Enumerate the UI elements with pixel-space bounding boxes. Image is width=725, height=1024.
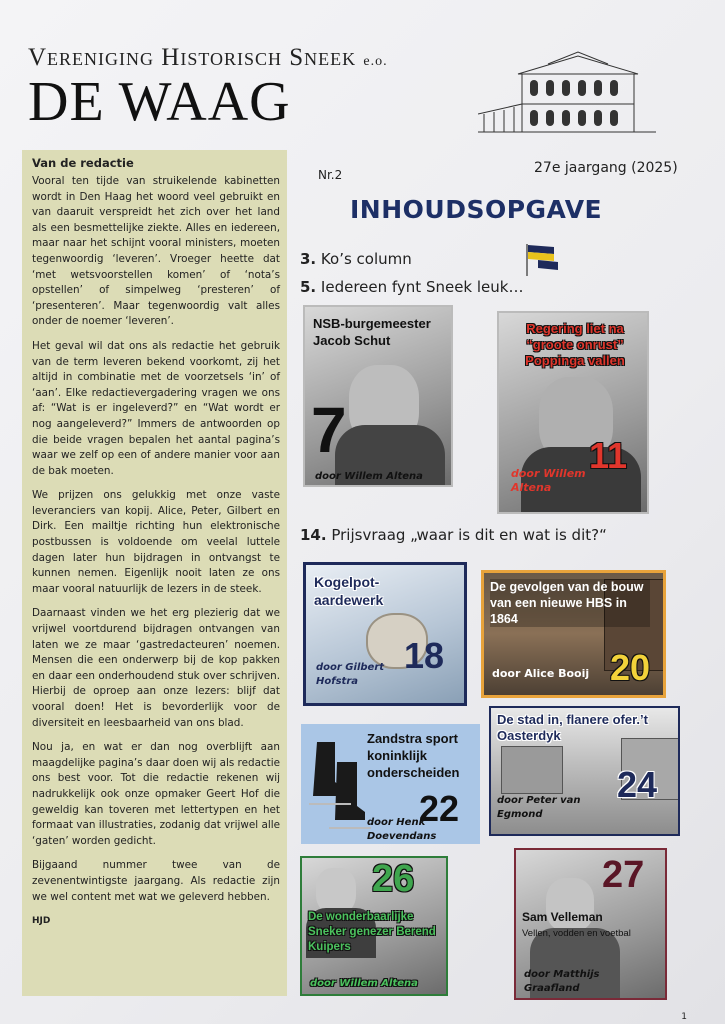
- article-title: De stad in, flanere ofer.’t Oasterdyk: [497, 712, 648, 743]
- flag-icon: [524, 242, 560, 276]
- masthead-society: [28, 44, 388, 72]
- article-title: Sam Velleman: [522, 910, 603, 924]
- article-card[interactable]: [514, 848, 667, 1000]
- issue-number: Nr.2: [318, 168, 343, 182]
- article-author: door Willem Altena: [310, 978, 418, 989]
- editorial-signature: HJD: [32, 916, 51, 927]
- article-page-number: 11: [589, 435, 628, 476]
- editorial-body: [32, 174, 280, 930]
- article-page-number: 18: [404, 635, 445, 676]
- article-card[interactable]: [303, 305, 453, 487]
- toc-entry-page: 14.: [300, 526, 327, 544]
- article-page-number: 26: [372, 858, 415, 900]
- article-author: door Matthijs Graafland: [524, 969, 600, 994]
- article-card[interactable]: [497, 311, 649, 514]
- toc-entry-title: Prijsvraag „waar is dit en wat is dit?“: [331, 526, 607, 544]
- article-card[interactable]: [303, 562, 467, 706]
- article-subtitle: Vellen, vodden en voetbal: [522, 928, 631, 939]
- article-card[interactable]: [489, 706, 680, 836]
- article-page-number: 20: [610, 647, 651, 688]
- toc-entry: [300, 250, 412, 268]
- editorial-paragraph: We prijzen ons gelukkig met onze vaste leveranciers van kopij. Alice, Peter, Gilbert en Dirk. Een mailtje richting hun elektronische postbussen is voldoende om veelal luttele dagen later hun bijdragen in ontvangst te kunnen nemen. Eigenlijk nooit laten ze ons maar vooral natuurlijk de lezers in de steek.: [32, 489, 280, 595]
- article-author: door Willem Altena: [511, 467, 586, 494]
- article-author: door Gilbert Hofstra: [316, 662, 385, 687]
- society-suffix: e.o.: [363, 54, 388, 69]
- editorial-paragraph: Het geval wil dat ons als redactie het gebruik van de term leveren bekend voorkomt, zij het altijd in combinatie met de voorzetsels ‘in’ of ‘aan’. Elke redactievergadering vragen we ons af: “Wat is er ingeleverd?” en “Wat wordt er nog aangeleverd?” Immers de antwoorden op die beide vragen bepalen het aantal pagina’s waar we zelf op een of andere manier voor aan de bak moeten.: [32, 339, 280, 477]
- article-page-number: 22: [419, 788, 460, 829]
- article-title: NSB-burgemeester Jacob Schut: [313, 316, 431, 348]
- issue-volume: 27e jaargang (2025): [534, 160, 678, 176]
- toc-title: INHOUDSOPGAVE: [350, 195, 603, 224]
- article-title: Kogelpot-aardewerk: [314, 574, 384, 608]
- editorial-heading: Van de redactie: [32, 156, 134, 170]
- article-title: Zandstra sport koninklijk onderscheiden: [367, 731, 460, 780]
- article-card[interactable]: [481, 570, 666, 698]
- editorial-paragraph: Nou ja, en wat er dan nog overblijft aan maagdelijke pagina’s daar doen wij als redactie ons best voor. Tot die redactie rekenen wij nadrukkelijk ook onze opmaker Geert Hof die geweldig kan toveren met lettertypen en het formaat van illustraties, zodanig dat vrijwel alle ‘gaten’ worden gedicht.: [32, 741, 281, 847]
- article-author: door Willem Altena: [315, 471, 423, 482]
- editorial-paragraph: Daarnaast vinden we het erg plezierig dat we vrijwel voortdurend bijdragen ontvangen van laten we ze maar ‘gastredacteuren’ noemen. Mensen die een onderwerp bij de kop pakken en daar een onderhoudend stuk over schrijven. Hierbij de oproep aan onze lezers: blijf dat vooral doen! Het is bevorderlijk voor de diversiteit en leesbaarheid van ons blad.: [32, 607, 280, 729]
- editorial-paragraph: Bijgaand nummer twee van de zevenentwintigste jaargang. Als redactie zijn we wel content met wat we geleverd hebben.: [32, 859, 280, 903]
- page-number: 1: [681, 1012, 687, 1022]
- article-title: De wonderbaarlijke Sneker genezer Berend Kuipers: [308, 911, 436, 953]
- article-card[interactable]: [300, 856, 448, 996]
- article-page-number: 24: [617, 764, 658, 805]
- toc-entry-title: Iedereen fynt Sneek leuk…: [320, 278, 524, 296]
- article-author: door Peter van Egmond: [497, 795, 581, 820]
- toc-entry: [300, 278, 523, 296]
- article-title: De gevolgen van de bouw van een nieuwe HBS in 1864: [490, 579, 650, 627]
- skates-icon: [307, 732, 371, 840]
- toc-entry-page: 5.: [300, 278, 317, 296]
- editorial-sidebar: [22, 150, 287, 996]
- toc-entry-page: 3.: [300, 250, 317, 268]
- society-name: Vereniging Historisch Sneek: [28, 44, 357, 71]
- article-author: door Henk Doevendans: [367, 817, 437, 842]
- toc-entry-title: Ko’s column: [320, 250, 412, 268]
- article-page-number: 7: [311, 394, 347, 466]
- article-author: door Alice Booij: [492, 667, 590, 680]
- editorial-paragraph: Vooral ten tijde van struikelende kabinetten wordt in Den Haag het woord veel gebruikt en van daaruit verspreidt het zich over het land als een besmettelijke ziekte. Alles en iedereen, maar naar het schijnt vooral ministers, moeten tegenwoordig ‘leveren’. Vroeger heette dat ‘met wetsvoorstellen komen’ of ‘nota’s opstellen’ of simpelweg ‘presteren’ of ‘presenteren’. Maar tegenwoordig valt alles onder de noemer ‘leveren’.: [32, 175, 280, 328]
- article-title: Regering liet na “groote onrust” Poppinga vallen: [525, 321, 625, 368]
- article-card[interactable]: [301, 724, 480, 844]
- masthead-title: DE WAAG: [28, 71, 291, 133]
- toc-entry: [300, 526, 607, 544]
- article-page-number: 27: [602, 854, 645, 896]
- building-drawing-icon: [478, 44, 656, 138]
